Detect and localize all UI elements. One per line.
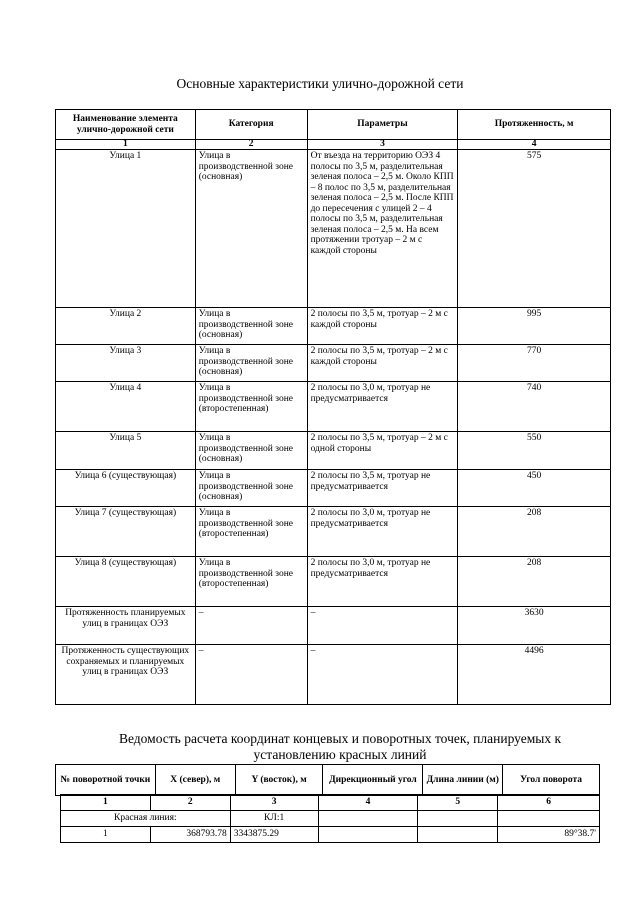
table-row xyxy=(56,607,611,645)
coordinates-table-header xyxy=(55,764,600,796)
street-network-table xyxy=(55,109,611,705)
street-category: Улица в производственной зоне (второстепенная) xyxy=(195,507,307,557)
street-length: 995 xyxy=(458,308,611,345)
street-name: Улица 7 (существующая) xyxy=(56,507,196,557)
street-category: Улица в производственной зоне (основная) xyxy=(195,345,307,382)
street-params: – xyxy=(307,645,458,705)
header-y: Y (восток), м xyxy=(235,765,323,796)
street-length: 4496 xyxy=(458,645,611,705)
street-params: – xyxy=(307,607,458,645)
point-y: 3343875.29 xyxy=(230,827,318,843)
header-turn-angle: Угол поворота xyxy=(503,765,600,796)
table-row xyxy=(56,470,611,507)
street-name: Улица 1 xyxy=(56,150,196,308)
street-params: 2 полосы по 3,0 м, тротуар не предусматривается xyxy=(307,507,458,557)
header-direction-angle: Дирекционный угол xyxy=(323,765,423,796)
header-length: Протяженность, м xyxy=(458,110,611,140)
col-number: 4 xyxy=(318,795,418,811)
col-number: 1 xyxy=(61,795,151,811)
coordinates-table xyxy=(60,794,600,843)
red-line-code: КЛ:1 xyxy=(230,811,318,827)
point-direction-angle xyxy=(318,827,418,843)
street-category: Улица в производственной зоне (второстепенная) xyxy=(195,382,307,432)
street-category: Улица в производственной зоне (основная) xyxy=(195,432,307,470)
street-length: 3630 xyxy=(458,607,611,645)
street-params: 2 полосы по 3,5 м, тротуар – 2 м с одной стороны xyxy=(307,432,458,470)
street-params: 2 полосы по 3,0 м, тротуар не предусматривается xyxy=(307,382,458,432)
table-row xyxy=(56,557,611,607)
col-number: 2 xyxy=(150,795,230,811)
point-line-length xyxy=(418,827,498,843)
table-row xyxy=(61,811,600,827)
street-name: Протяженность существующих сохраняемых и планируемых улиц в границах ОЭЗ xyxy=(56,645,196,705)
street-length: 740 xyxy=(458,382,611,432)
street-name: Улица 4 xyxy=(56,382,196,432)
street-category: Улица в производственной зоне (основная) xyxy=(195,308,307,345)
street-length: 450 xyxy=(458,470,611,507)
empty-cell xyxy=(318,811,418,827)
street-name: Улица 5 xyxy=(56,432,196,470)
street-length: 208 xyxy=(458,557,611,607)
col-number: 1 xyxy=(56,140,196,150)
col-number: 3 xyxy=(230,795,318,811)
street-params: 2 полосы по 3,5 м, тротуар – 2 м с каждой стороны xyxy=(307,345,458,382)
street-length: 208 xyxy=(458,507,611,557)
empty-cell xyxy=(498,811,600,827)
street-name: Протяженность планируемых улиц в границах ОЭЗ xyxy=(56,607,196,645)
col-number: 3 xyxy=(307,140,458,150)
coordinates-title: Ведомость расчета координат концевых и поворотных точек, планируемых к установлению красных линий xyxy=(118,731,562,762)
street-category: – xyxy=(195,607,307,645)
street-params: 2 полосы по 3,0 м, тротуар не предусматривается xyxy=(307,557,458,607)
street-params: 2 полосы по 3,5 м, тротуар не предусматривается xyxy=(307,470,458,507)
table-row xyxy=(56,150,611,308)
col-number: 2 xyxy=(195,140,307,150)
table-row xyxy=(61,827,600,843)
street-name: Улица 3 xyxy=(56,345,196,382)
header-name: Наименование элемента улично-дорожной сети xyxy=(56,110,196,140)
table-row xyxy=(56,507,611,557)
table-row xyxy=(56,382,611,432)
header-line-length: Длина линии (м) xyxy=(423,765,503,796)
street-length: 550 xyxy=(458,432,611,470)
street-category: Улица в производственной зоне (основная) xyxy=(195,150,307,308)
empty-cell xyxy=(418,811,498,827)
col-number: 6 xyxy=(498,795,600,811)
point-turn-angle: 89°38.7' xyxy=(498,827,600,843)
street-category: – xyxy=(195,645,307,705)
main-title: Основные характеристики улично-дорожной сети xyxy=(176,76,464,91)
table-row xyxy=(56,308,611,345)
header-point: № поворотной точки xyxy=(56,765,156,796)
table-row xyxy=(56,645,611,705)
street-name: Улица 2 xyxy=(56,308,196,345)
street-params: От въезда на территорию ОЭЗ 4 полосы по 3,5 м, разделительная зеленая полоса – 2,5 м. Около КПП – 8 полос по 3,5 м, разделительная зеленая полоса – 2,5 м. После КПП до пересечения с улицей 2 – 4 полосы по 3,5 м, разделительная зеленая полоса – 2,5 м. На всем протяжении тротуар – 2 м с каждой стороны xyxy=(307,150,458,308)
street-name: Улица 6 (существующая) xyxy=(56,470,196,507)
point-number: 1 xyxy=(61,827,151,843)
table-row xyxy=(56,432,611,470)
col-number: 4 xyxy=(458,140,611,150)
street-category: Улица в производственной зоне (основная) xyxy=(195,470,307,507)
street-category: Улица в производственной зоне (второстепенная) xyxy=(195,557,307,607)
street-length: 770 xyxy=(458,345,611,382)
street-params: 2 полосы по 3,5 м, тротуар – 2 м с каждой стороны xyxy=(307,308,458,345)
table-row xyxy=(56,345,611,382)
header-params: Параметры xyxy=(307,110,458,140)
header-category: Категория xyxy=(195,110,307,140)
col-number: 5 xyxy=(418,795,498,811)
point-x: 368793.78 xyxy=(150,827,230,843)
street-name: Улица 8 (существующая) xyxy=(56,557,196,607)
red-line-label: Красная линия: xyxy=(61,811,231,827)
street-length: 575 xyxy=(458,150,611,308)
header-x: X (север), м xyxy=(155,765,235,796)
